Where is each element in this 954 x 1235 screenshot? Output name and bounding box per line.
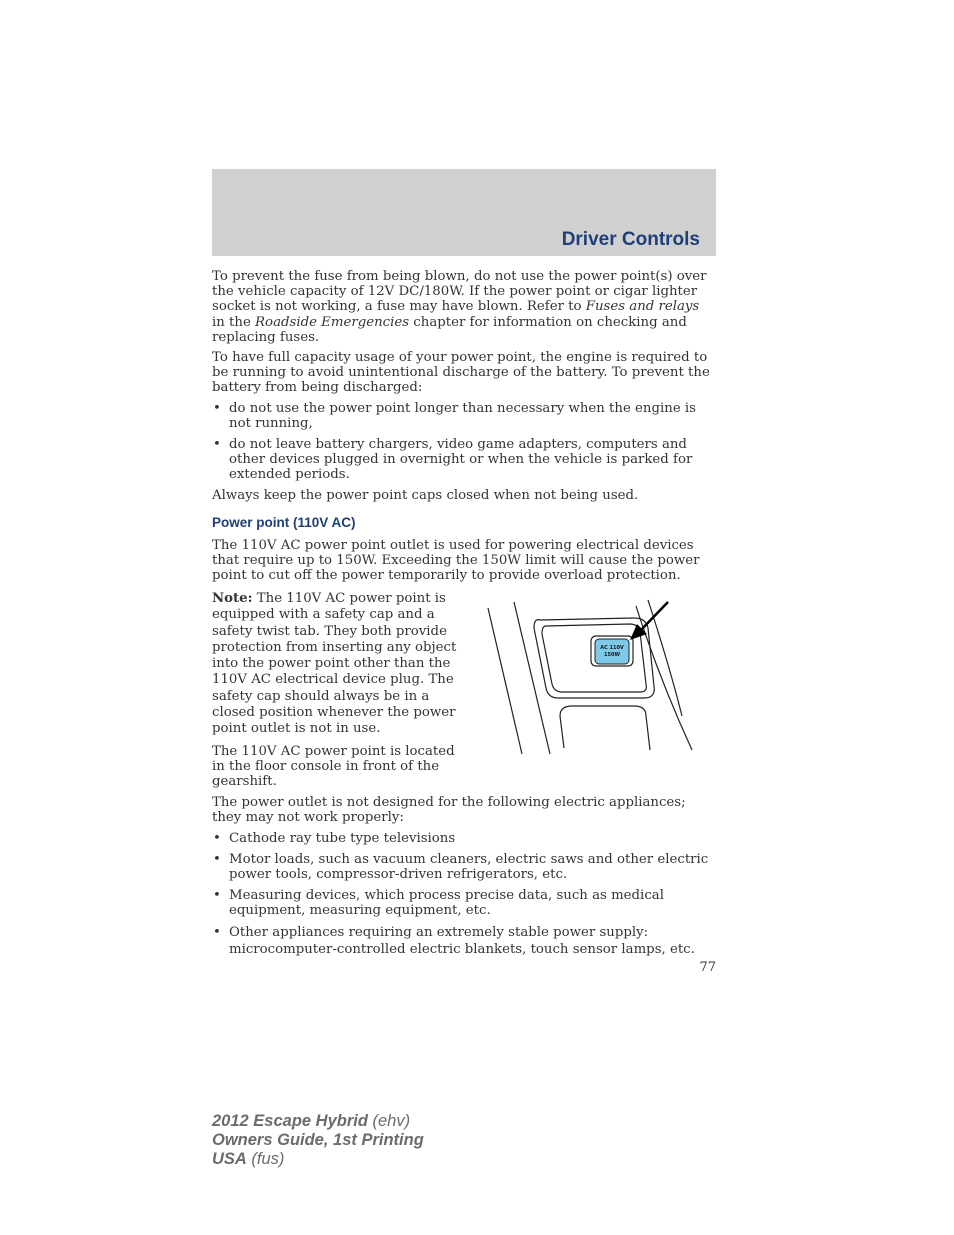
page-number: 77: [699, 960, 716, 975]
roadside-emergencies-reference: Roadside Emergencies: [255, 314, 410, 330]
appliance-item-1: [212, 831, 716, 846]
list-item: • do not use the power point longer than necessary when the engine is not running,: [212, 401, 716, 431]
capacity-paragraph: [212, 350, 716, 396]
para1-text-2: in the: [212, 314, 256, 330]
capacity-text: To have full capacity usage of your power point, the engine is required to be running to avoid unintentional discharge of the battery. To prevent the battery from being discharged:: [212, 350, 710, 396]
console-power-point-illustration: [484, 598, 696, 756]
incompatible-text: The power outlet is not designed for the following electric appliances; they may not work properly:: [212, 795, 686, 826]
footer-market: USA: [212, 1150, 247, 1168]
para1-text-1: To prevent the fuse from being blown, do not use the power point(s) over the vehicle capacity of 12V DC/180W. If the power point or cigar lighter socket is not working, a fuse may have blown. Refer to: [212, 269, 707, 315]
appliance-item-3: [212, 888, 716, 918]
section-header: [212, 169, 716, 256]
outlet-label-voltage: AC 110V: [600, 645, 624, 651]
power-point-subheading: Power point (110V AC): [212, 515, 356, 530]
ac-outlet-paragraph: [212, 538, 716, 584]
battery-bullet-list: [212, 401, 716, 431]
location-paragraph: [212, 744, 464, 790]
outlet-label-wattage: 150W: [604, 652, 620, 658]
appliance-item-2: [212, 852, 716, 882]
list-item: • Cathode ray tube type televisions: [212, 831, 716, 846]
document-footer: [212, 1112, 424, 1169]
section-title: Driver Controls: [561, 229, 700, 250]
footer-model: 2012 Escape Hybrid: [212, 1112, 368, 1130]
note-paragraph: [212, 591, 464, 738]
incompatible-appliances-paragraph: [212, 795, 716, 825]
fuse-warning-paragraph: [212, 269, 716, 345]
fuses-relays-reference: Fuses and relays: [585, 299, 700, 315]
footer-edition: Owners Guide, 1st Printing: [212, 1131, 424, 1149]
caps-text: Always keep the power point caps closed when not being used.: [212, 488, 639, 503]
list-item: • Motor loads, such as vacuum cleaners, electric saws and other electric power tools, compressor-driven refrigerators, etc.: [212, 852, 716, 882]
para1-text-3: chapter for information on checking and replacing fuses.: [212, 314, 687, 345]
note-label: Note:: [212, 591, 253, 606]
list-item: • do not leave battery chargers, video game adapters, computers and other devices plugged in overnight or when the vehicle is parked for extended periods.: [212, 437, 716, 483]
footer-model-code: (ehv): [367, 1112, 411, 1130]
list-item: • Other appliances requiring an extremely stable power supply: microcomputer-controlled electric blankets, touch sensor lamps, etc.: [212, 924, 716, 958]
battery-bullet-list-2: [212, 437, 716, 483]
note-text: The 110V AC power point is equipped with a safety cap and a safety twist tab. They both provide protection from inserting any object into the power point other than the 110V AC electrical device plug. The safety cap should always be in a closed position whenever the power point outlet is not in use.: [212, 591, 457, 737]
caps-paragraph: [212, 488, 716, 503]
location-text: The 110V AC power point is located in the floor console in front of the gearshift.: [212, 744, 455, 790]
appliance-item-4: [212, 924, 716, 958]
footer-market-code: (fus): [246, 1150, 285, 1168]
ac-outlet-text: The 110V AC power point outlet is used for powering electrical devices that require up to 150W. Exceeding the 150W limit will cause the power point to cut off the power temporarily to provide overload protection.: [212, 538, 700, 584]
list-item: • Measuring devices, which process precise data, such as medical equipment, measuring equipment, etc.: [212, 888, 716, 918]
